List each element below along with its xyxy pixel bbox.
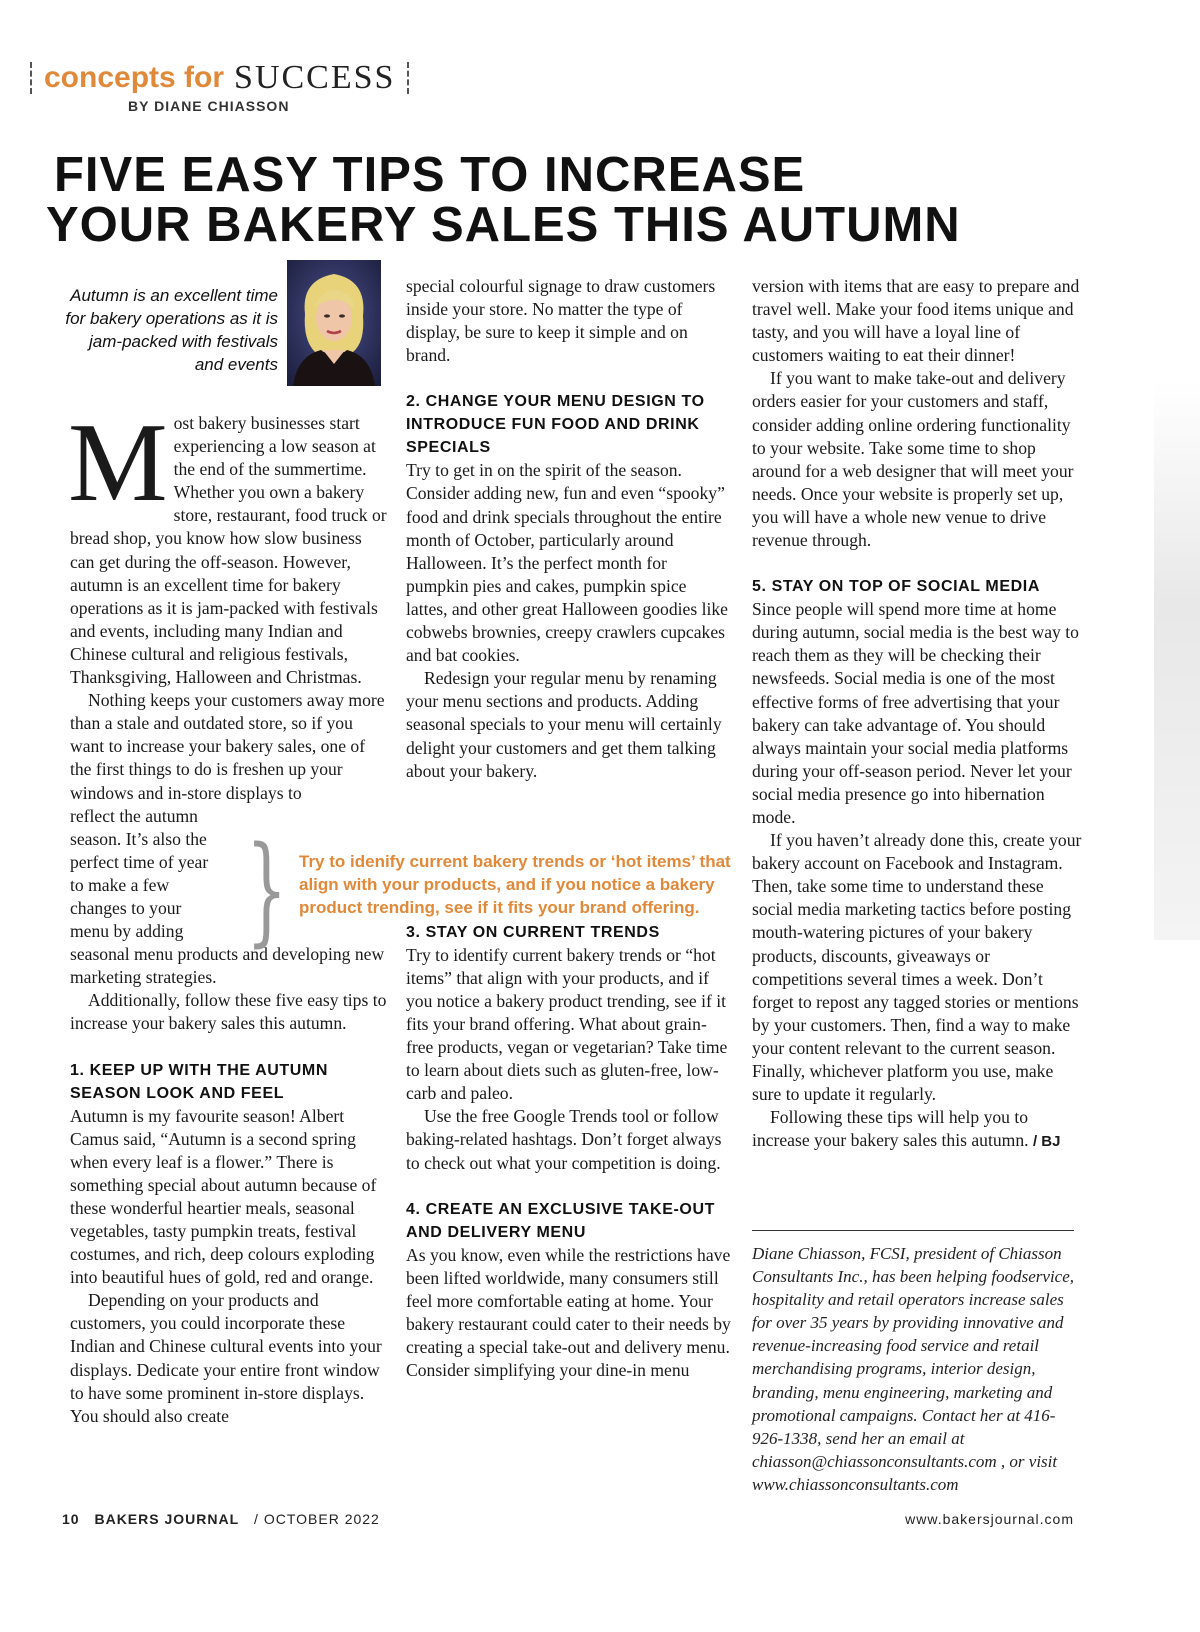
subhead-5: 5. STAY ON TOP OF SOCIAL MEDIA (752, 578, 1040, 596)
kicker-success: SUCCESS (234, 59, 396, 96)
paragraph-continued: seasonal menu products and developing new marketing strategies. (70, 944, 385, 988)
author-bio: Diane Chiasson, FCSI, president of Chiasson Consultants Inc., has been helping foodservice, hospitality and retail operators increase sales for over 35 years by providing innovative and revenue-increasing food service and retail merchandising programs, interior design, branding, menu engineering, marketing and promotional campaigns. Contact her at 416-926-1338, send her an email at chiasson@chiassonconsultants.com , or visit www.chiassonconsultants.com (752, 1244, 1075, 1494)
paragraph (68, 401, 388, 689)
subhead-1: 1. KEEP UP WITH THE AUTUMN SEASON LOOK AND FEEL (70, 1061, 328, 1102)
subhead-2: 2. CHANGE YOUR MENU DESIGN TO INTRODUCE FUN FOOD AND DRINK SPECIALS (406, 393, 705, 457)
paragraph: Depending on your products and customers, you could incorporate these Indian and Chinese cultural events into your displays. Dedicate your entire front window to have some prominent in-store displays. You should also create (70, 1290, 382, 1426)
paragraph: Redesign your regular menu by renaming your menu sections and products. Adding seasonal specials to your menu will certainly delight your customers and get them talking about your bakery. (406, 668, 722, 781)
kicker-concepts: concepts for (44, 61, 225, 94)
subhead-4: 4. CREATE AN EXCLUSIVE TAKE-OUT AND DELIVERY MENU (406, 1200, 715, 1241)
signoff: / BJ (1032, 1133, 1061, 1151)
kicker-divider (30, 62, 32, 94)
paragraph: Try to identify current bakery trends or “hot items” that align with your products, and if you notice a bakery product trending, see if it fits your brand offering. What about grain-free products, vegan or vegetarian? Take time to learn about diets such as gluten-free, low-carb and paleo. (406, 944, 728, 1104)
paragraph: If you haven’t already done this, create your bakery account on Facebook and Instagram. Then, take some time to understand these social media marketing tactics before posting mouth-watering pictures of your bakery products, discounts, giveaways or competitions several times a week. Don’t forget to repost any tagged stories or mentions by your customers. Then, find a way to make your content relevant to the current season. Finally, whichever platform you use, make sure to update it regularly. (752, 830, 1082, 1105)
headline (46, 150, 1156, 250)
bio-divider (752, 1230, 1074, 1231)
column-1 (68, 401, 388, 1428)
paragraph: special colourful signage to draw customers inside your store. No matter the type of display, be sure to keep it simple and on brand. (406, 276, 716, 366)
intro-deck: Autumn is an excellent time for bakery operations as it is jam-packed with festivals and events (65, 286, 278, 374)
paragraph: As you know, even while the restrictions have been lifted worldwide, many consumers still feel more comfortable eating at home. Your bakery restaurant could cater to their needs by creating a special take-out and delivery menu. Consider simplifying your dine-in menu (406, 1244, 731, 1381)
column-2 (406, 275, 732, 1382)
pullquote-brace: } (246, 820, 288, 958)
column-3 (752, 275, 1082, 1153)
issue-date: / OCTOBER 2022 (254, 1511, 380, 1527)
headline-line-1: FIVE EASY TIPS TO INCREASE (54, 148, 806, 202)
subhead-3: 3. STAY ON CURRENT TRENDS (406, 923, 660, 941)
paragraph: Autumn is my favourite season! Albert Camus said, “Autumn is a second spring when every leaf is a flower.” There is something special about autumn because of these wonderful heartier meals, seasonal vegetables, tasty pumpkin treats, festival costumes, and rich, deep colours exploding into beautiful hues of gold, red and orange. (70, 1105, 377, 1288)
paragraph: version with items that are easy to prepare and travel well. Make your food items unique and tasty, and you will have a loyal line of customers waiting to eat their dinner! (752, 276, 1080, 366)
drop-cap: M (68, 401, 168, 525)
headline-line-2: YOUR BAKERY SALES THIS AUTUMN (46, 198, 961, 252)
paragraph: Try to get in on the spirit of the season. Consider adding new, fun and even “spooky” food and drink specials throughout the entire month of October, particularly around Halloween. It’s the perfect month for pumpkin pies and cakes, pumpkin spice lattes, and other great Halloween goodies like cobwebs brownies, creepy crawlers cupcakes and bat cookies. (406, 460, 728, 666)
paragraph: Nothing keeps your customers away more than a stale and outdated store, so if you want to increase your bakery sales, one of the first things to do is freshen up your windows and in-store displays to (70, 690, 385, 803)
page-footer (62, 1511, 1074, 1527)
kicker-divider (407, 62, 409, 94)
author-portrait (287, 260, 381, 386)
paragraph-text: ost bakery businesses start experiencing a low season at the end of the summertime. Whether you own a bakery store, restaurant, food truck or bread shop, you know how slow business can get during the off-season. However, autumn is an excellent time for bakery operations as it is jam-packed with festivals and events, including many Indian and Chinese cultural and religious festivals, Thanksgiving, Halloween and Christmas. (70, 413, 387, 688)
paragraph: Additionally, follow these five easy tips to increase your bakery sales this autumn. (70, 990, 387, 1034)
paragraph: If you want to make take-out and delivery orders easier for your customers and staff, consider adding online ordering functionality to your website. Take some time to shop around for a web designer that will meet your needs. Once your website is properly set up, you will have a whole new venue to drive revenue through. (752, 368, 1074, 551)
byline: BY DIANE CHIASSON (128, 98, 290, 114)
footer-url: www.bakersjournal.com (905, 1511, 1074, 1527)
paragraph: Use the free Google Trends tool or follow baking-related hashtags. Don’t forget always to check out what your competition is doing. (406, 1106, 722, 1173)
paragraph: Since people will spend more time at home during autumn, social media is the best way to reach them as they will be checking their newsfeeds. Social media is one of the most effective forms of free advertising that your bakery can take advantage of. You should always maintain your social media platforms during your off-season period. Never let your social media presence go into hibernation mode. (752, 599, 1079, 827)
page-number: 10 (62, 1511, 80, 1527)
pullquote: Try to idenify current bakery trends or ‘hot items’ that align with your products, and if you notice a bakery product trending, see if it fits your brand offering. (299, 852, 731, 917)
closing-text: Following these tips will help you to increase your bakery sales this autumn. (752, 1107, 1029, 1151)
paragraph-continued: reflect the autumn season. It’s also the perfect time of year to make a few changes to your menu by adding (70, 805, 209, 942)
section-kicker (30, 56, 409, 100)
magazine-name: BAKERS JOURNAL (94, 1511, 240, 1527)
page-edge-shadow (1154, 380, 1200, 940)
paragraph (752, 1106, 1082, 1153)
